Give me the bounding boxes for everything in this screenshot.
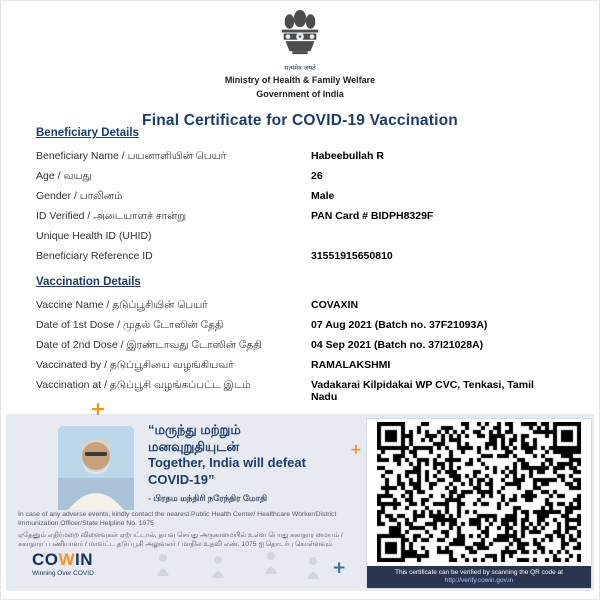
field-label: ID Verified / அடையாளச் சான்று — [36, 210, 187, 222]
field-label: Beneficiary Reference ID — [36, 250, 153, 262]
person-silhouette-icon — [156, 554, 170, 581]
person-silhouette-icon — [211, 556, 225, 583]
cowin-logo-text: COWIN — [32, 550, 94, 569]
india-emblem-icon — [274, 9, 326, 57]
emblem-motto: सत्यमेव जयते — [284, 65, 316, 72]
field-label: Date of 1st Dose / முதல் டோஸின் தேதி — [36, 318, 224, 331]
field-row-dose1-date — [36, 319, 571, 332]
qr-caption-text: This certificate can be verified by scanning the QR code at — [394, 569, 563, 576]
helpline-tamil: ஏதேனும் எதிர்மறை விளைவுகள் ஏற்பட்டால், தயவு செய்து அருகாமையில் உள்ள பொது சுகாதார மையம் / சுகாதாரப் பணியாளர் / மாவட்ட தடுப்பூசி அலுவலர் / மாநில உதவி எண். 1075 ஐ தொடர்பு கொள்ளவும் — [18, 532, 343, 548]
vaccination-section-title: Vaccination Details — [36, 275, 141, 288]
qr-code-icon — [377, 422, 581, 562]
field-label: Date of 2nd Dose / இரண்டாவது டோஸின் தேதி — [36, 338, 262, 351]
field-label: Beneficiary Name / பயனாளியின் பெயர் — [36, 150, 227, 162]
certificate-header — [1, 9, 599, 130]
field-value: 04 Sep 2021 (Batch no. 37I21028A) — [311, 338, 484, 351]
field-value: PAN Card # BIDPH8329F — [311, 210, 434, 222]
pm-photo — [58, 426, 134, 510]
cowin-tagline: Winning Over COVID — [32, 570, 94, 577]
helpline-english: In case of any adverse events, kindly contact the nearest Public Health Center/ Healthcare Worker/District Immunization Officer/State Helpline No. 1075 — [18, 511, 337, 527]
field-label: Vaccination at / தடுப்பூசி வழங்கப்பட்ட இடம் — [36, 378, 251, 391]
plus-icon: + — [350, 442, 362, 458]
field-value: Male — [311, 190, 335, 202]
ministry-line2: Government of India — [256, 89, 344, 99]
helpline-text — [18, 511, 360, 549]
pm-quote — [148, 422, 373, 505]
field-row-beneficiary-name — [36, 150, 571, 163]
cowin-logo — [32, 551, 94, 577]
quote-english-line2: COVID-19” — [148, 471, 215, 487]
qr-verify-url: http://verify.cowin.gov.in — [444, 577, 514, 584]
field-value: Habeebullah R — [311, 150, 384, 162]
field-row-id-verified — [36, 210, 571, 223]
field-row-uhid — [36, 230, 571, 243]
certificate-title: Final Certificate for COVID-19 Vaccination — [142, 112, 458, 129]
field-label: Vaccinated by / தடுப்பூசியை வழங்கியவர் — [36, 358, 234, 371]
footer-banner — [6, 398, 594, 591]
field-row-age — [36, 170, 571, 183]
qr-panel — [367, 419, 591, 588]
beneficiary-section-title: Beneficiary Details — [36, 127, 139, 139]
quote-tamil-line1: “மருந்து மற்றும் — [148, 422, 241, 437]
field-row-vaccine-name — [36, 299, 571, 312]
field-value: 26 — [311, 170, 323, 182]
field-value: 07 Aug 2021 (Batch no. 37F21093A) — [311, 318, 488, 331]
field-row-vaccinated-by — [36, 359, 571, 372]
quote-english-line1: Together, India will defeat — [148, 455, 306, 470]
field-value: COVAXIN — [311, 298, 359, 311]
field-value: Vadakarai Kilpidakai WP CVC, Tenkasi, Tamil Nadu — [311, 378, 534, 403]
vaccination-details-section — [36, 276, 571, 404]
field-label: Age / வயது — [36, 170, 92, 182]
beneficiary-details-section — [36, 127, 571, 263]
person-silhouette-icon — [264, 552, 278, 579]
certificate-body — [36, 127, 571, 411]
plus-icon: + — [90, 398, 106, 420]
ministry-line1: Ministry of Health & Family Welfare — [224, 75, 376, 85]
plus-icon: + — [332, 558, 347, 578]
field-label: Unique Health ID (UHID) — [36, 230, 152, 242]
field-label: Vaccine Name / தடுப்பூசியின் பெயர் — [36, 298, 208, 311]
field-row-gender — [36, 190, 571, 203]
quote-tamil-line2: மனவுறுதியுடன் — [148, 438, 240, 454]
quote-attribution: - பிரதம மந்திரி நரேந்திர மோதி — [148, 493, 268, 503]
field-row-dose2-date — [36, 339, 571, 352]
person-silhouette-icon — [306, 557, 320, 584]
field-label: Gender / பாலினம் — [36, 190, 123, 202]
field-value: RAMALAKSHMI — [311, 358, 391, 371]
qr-caption — [367, 566, 591, 588]
field-row-reference-id — [36, 250, 571, 263]
field-value: 31551915650810 — [311, 250, 393, 262]
field-row-vaccinated-at — [36, 379, 571, 404]
